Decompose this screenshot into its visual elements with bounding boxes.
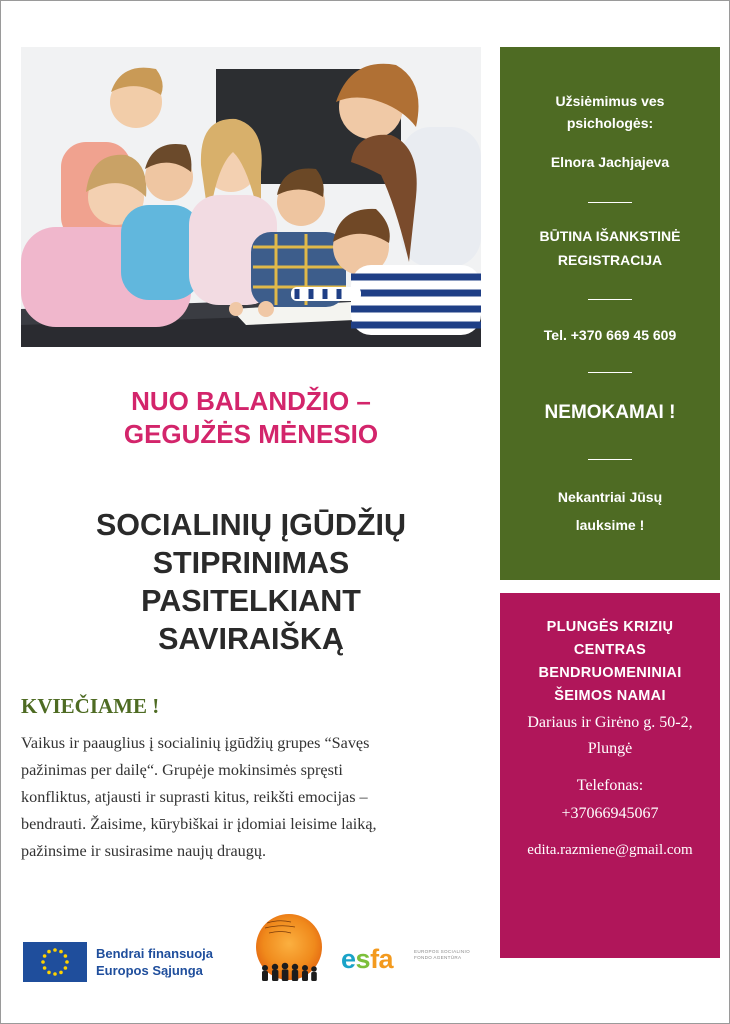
contact-panel [500,593,720,958]
main-title [21,506,481,658]
date-heading [21,385,481,451]
eu-flag-icon [23,942,87,982]
org-name-line-3: BENDRUOMENINIAI [538,665,682,681]
separator [588,299,632,300]
address-line-1: Dariaus ir Girėno g. 50-2, [527,714,693,731]
eu-text-line-2: Europos Sąjunga [96,963,203,978]
phone-number: Tel. +370 669 45 609 [543,327,677,343]
title-line-1: SOCIALINIŲ ĮGŪDŽIŲ [95,508,407,542]
separator [588,372,632,373]
org-name-line-1: PLUNGĖS KRIZIŲ [546,619,674,635]
separator [588,459,632,460]
psychologist-name: Elnora Jachjajeva [550,154,670,170]
lead-line-2: psichologės: [566,115,654,131]
invite-line-4: bendrauti. Žaisime, kūrybiškai ir įdomiai leisime laiką, [21,815,377,833]
invite-line-5: pažinsime ir susirasime naujų draugų. [21,842,267,860]
org-name-line-2: CENTRAS [573,642,647,658]
closing-line-2: lauksime ! [575,517,645,533]
info-panel [500,47,720,580]
invite-line-1: Vaikus ir paauglius į socialinių įgūdžių grupes “Savęs [21,734,370,752]
date-heading-line-1: NUO BALANDŽIO – [131,386,371,416]
date-heading-line-2: GEGUŽĖS MĖNESIO [123,419,379,449]
invite-heading: KVIEČIAME ! [21,694,160,718]
address-line-2: Plungė [587,740,633,757]
invite-body [21,730,481,865]
eu-text-line-1: Bendrai finansuoja [96,946,214,961]
org-name-line-4: ŠEIMOS NAMAI [554,688,666,704]
closing-line-1: Nekantriai Jūsų [557,489,663,505]
title-line-3: PASITELKIANT [141,584,361,618]
esfa-letters-fa: fa [370,944,394,974]
contact-email[interactable]: edita.razmiene@gmail.com [527,842,693,858]
title-line-2: STIPRINIMAS [152,546,350,580]
title-line-4: SAVIRAIŠKĄ [158,622,344,656]
esfa-wordmark [341,943,393,975]
contact-phone: +37066945067 [561,805,659,822]
esfa-logo [341,943,471,977]
free-label: NEMOKAMAI ! [544,402,676,423]
children-drawing-photo [21,47,481,347]
eu-funding-text [96,945,213,979]
registration-line-1: BŪTINA IŠANKSTINĖ [539,228,681,244]
organization-logo [251,913,327,985]
phone-label: Telefonas: [576,777,644,794]
esfa-letter-e: e [341,944,356,974]
esfa-letter-s: s [355,944,371,974]
registration-line-2: REGISTRACIJA [557,252,663,268]
esfa-full-name: EUROPOS SOCIALINIO FONDO AGENTŪRA [414,949,470,960]
lead-line-1: Užsiėmimus ves [555,93,665,109]
invite-line-3: konfliktus, atjausti ir suprasti kitus, reikšti emocijas – [21,788,368,806]
invite-line-2: pažinimas per dailę“. Grupėje mokinsimės spręsti [21,761,343,779]
separator [588,202,632,203]
